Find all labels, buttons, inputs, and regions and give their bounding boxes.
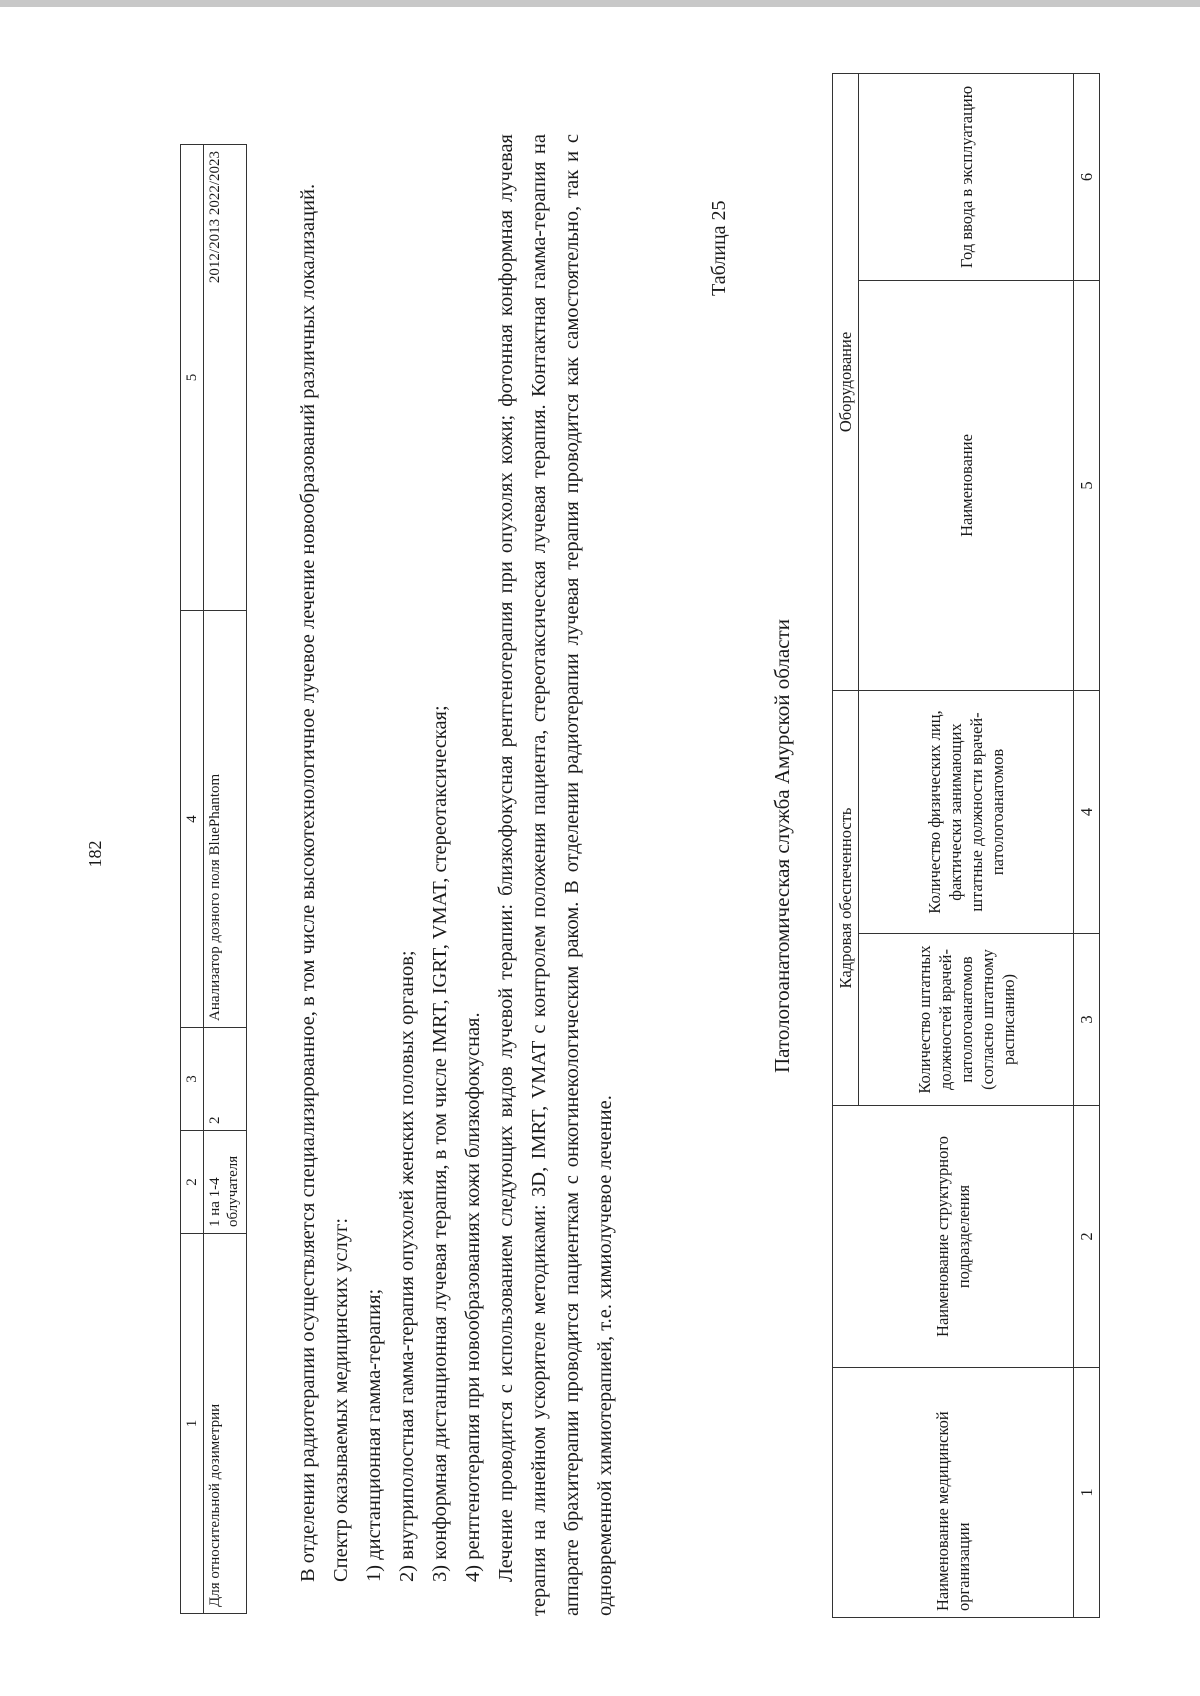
list-item: 3) конформная дистанционная лучевая терапия, в том числе IMRT, IGRT, VMAT, стереотаксическая;	[429, 705, 451, 1582]
paragraph: Лечение проводится с использованием следующих видов лучевой терапии: близкофокусная рентгенотерапия при опухолях кожи; фотонная конформная лучевая терапия на линейном ускорителе методиками: 3D, IMRT, VMAT с контролем положения пациента, стереотаксическая лучевая терапия. Контактная гамма-терапия на аппарате брахитерапии проводится пациенткам с онкогинекологическим раком. В отделении радиотерапии лучевая терапия проводится как самостоятельно, так и с одновременной химиотерапией, т.е. химиолучевое лечение.	[495, 134, 616, 1616]
table-row	[204, 145, 247, 1614]
table-header-cell: 2	[1074, 1106, 1100, 1368]
table-header-cell: 3	[1074, 934, 1100, 1106]
table-header-cell: 5	[181, 145, 204, 611]
list-item: 1) дистанционная гамма-терапия;	[363, 1288, 385, 1582]
table-header-cell: 6	[1074, 74, 1100, 281]
table-header-cell: 4	[1074, 691, 1100, 934]
table-header-cell: 4	[181, 611, 204, 1028]
pathology-table	[832, 73, 1100, 1618]
table-header-cell: 1	[1074, 1368, 1100, 1618]
header-cell-organization: Наименование медицинской организации	[833, 1368, 1074, 1618]
paragraph: Спектр оказываемых медицинских услуг:	[330, 1217, 352, 1582]
table-header-numbers	[181, 145, 204, 1614]
table-cell: Анализатор дозного поля BluePhantom	[204, 611, 247, 1028]
equipment-table-continued	[180, 144, 247, 1614]
list-item: 4) рентгенотерапия при новообразованиях кожи близкофокусная.	[462, 1012, 484, 1582]
table-header-cell: 5	[1074, 281, 1100, 691]
list-item: 2) внутриполостная гамма-терапия опухолей женских половых органов;	[396, 950, 418, 1582]
header-group-staffing: Кадровая обеспеченность	[833, 691, 859, 1106]
header-cell-subdivision: Наименование структурного подразделения	[833, 1106, 1074, 1368]
table-cell: Для относительной дозиметрии	[204, 1234, 247, 1614]
header-cell-persons: Количество физических лиц, фактически занимающих штатные должности врачей-патологоанатомов	[859, 691, 1074, 934]
table-cell: 2	[204, 1028, 247, 1131]
table-cell: 2012/2013 2022/2023	[204, 145, 247, 611]
page-number: 182	[85, 840, 105, 868]
table-header-row	[833, 74, 859, 1618]
body-text	[292, 134, 622, 1616]
table-header-cell: 3	[181, 1028, 204, 1131]
table-label: Таблица 25	[708, 200, 730, 296]
table-header-cell: 2	[181, 1131, 204, 1234]
header-cell-positions: Количество штатных должностей врачей-патологоанатомов (согласно штатному расписанию)	[859, 934, 1074, 1106]
table-header-cell: 1	[181, 1234, 204, 1614]
header-cell-name: Наименование	[859, 281, 1074, 691]
table-title: Патологоанатомическая служба Амурской области	[770, 619, 794, 1073]
header-cell-year: Год ввода в эксплуатацию	[859, 74, 1074, 281]
table-cell: 1 на 1-4 облучателя	[204, 1131, 247, 1234]
paragraph: В отделении радиотерапии осуществляется специализированное, в том числе высокотехнологичное лучевое лечение новообразований различных локализаций.	[297, 183, 319, 1582]
table-header-numbers	[1074, 74, 1100, 1618]
header-group-equipment: Оборудование	[833, 74, 859, 691]
